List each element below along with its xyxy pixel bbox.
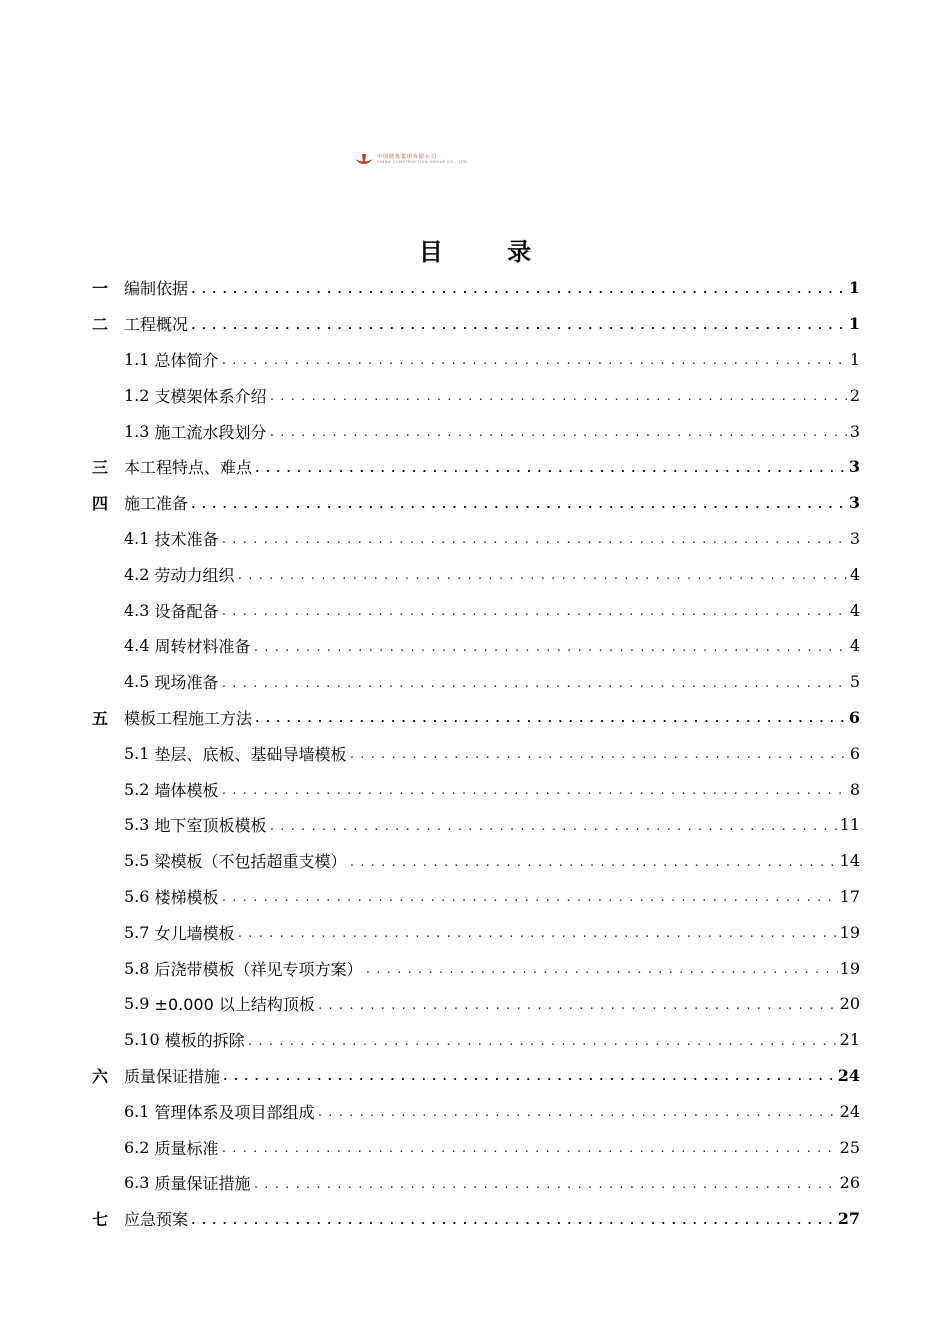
toc-entry-number: 5.9 — [124, 994, 150, 1014]
logo-text — [377, 155, 468, 165]
toc-entry-gap — [108, 314, 124, 333]
toc-entry-label: 质量保证措施 — [124, 1066, 221, 1086]
toc-entry-label: 编制依据 — [124, 279, 189, 299]
toc-chapter-entry[interactable] — [92, 449, 860, 485]
toc-entry-label: 施工准备 — [124, 494, 189, 514]
toc-entry-page: 3 — [848, 457, 860, 477]
toc-entry-number: 1.3 — [124, 421, 150, 441]
toc-entry-page: 14 — [839, 851, 860, 871]
toc-section-entry[interactable] — [92, 377, 860, 413]
toc-entry-page: 4 — [849, 564, 860, 584]
toc-entry-label: 墙体模板 — [154, 780, 219, 800]
toc-entry-page: 27 — [837, 1209, 860, 1229]
toc-entry-label: 周转材料准备 — [154, 637, 251, 657]
toc-dot-leader — [237, 914, 838, 950]
toc-dot-leader — [253, 628, 848, 664]
toc-entry-gap — [108, 708, 124, 727]
toc-entry-page: 1 — [848, 278, 860, 298]
toc-chapter-entry[interactable] — [92, 485, 860, 521]
toc-entry-label: 施工流水段划分 — [154, 422, 267, 442]
toc-entry-number: 4.2 — [124, 564, 150, 584]
toc-entry-label: 质量标准 — [154, 1138, 219, 1158]
toc-dot-leader — [247, 1022, 838, 1058]
toc-entry-page: 3 — [849, 421, 860, 441]
toc-dot-leader — [349, 735, 848, 771]
toc-dot-leader — [221, 521, 848, 557]
toc-entry-number: 三 — [92, 458, 109, 478]
toc-dot-leader — [190, 270, 847, 306]
toc-entry-number: 5.2 — [124, 779, 150, 799]
toc-dot-leader — [269, 377, 848, 413]
toc-dot-leader — [221, 342, 848, 378]
toc-entry-page: 26 — [839, 1173, 860, 1193]
toc-entry-label: 后浇带模板（祥见专项方案） — [154, 959, 363, 979]
toc-entry-page: 25 — [839, 1137, 860, 1157]
toc-entry-number: 6.3 — [124, 1173, 150, 1193]
table-of-contents — [92, 270, 860, 1237]
toc-dot-leader — [317, 1093, 838, 1129]
toc-entry-number: 5.7 — [124, 922, 150, 942]
toc-entry-label: 模板工程施工方法 — [124, 708, 253, 728]
toc-entry-label: 本工程特点、难点 — [124, 458, 253, 478]
toc-entry-label: 工程概况 — [124, 315, 189, 335]
toc-entry-label: 现场准备 — [154, 673, 219, 693]
toc-dot-leader — [269, 807, 838, 843]
toc-entry-number: 一 — [92, 279, 109, 299]
toc-entry-number: 4.5 — [124, 672, 150, 692]
toc-dot-leader — [190, 1201, 836, 1237]
toc-section-entry[interactable] — [92, 1129, 860, 1165]
toc-entry-label: 地下室顶板模板 — [154, 816, 267, 836]
toc-entry-label: 支模架体系介绍 — [154, 386, 267, 406]
toc-entry-number: 1.2 — [124, 385, 150, 405]
toc-entry-number: 五 — [92, 708, 109, 728]
toc-dot-leader — [221, 592, 848, 628]
toc-section-entry[interactable] — [92, 950, 860, 986]
toc-entry-gap — [108, 457, 124, 476]
toc-dot-leader — [221, 664, 848, 700]
toc-entry-page: 24 — [837, 1065, 860, 1085]
toc-section-entry[interactable] — [92, 1093, 860, 1129]
toc-dot-leader — [254, 700, 847, 736]
toc-entry-gap — [108, 1209, 124, 1228]
logo-name-cn: 中国建筑集团有限公司 — [377, 154, 438, 161]
toc-entry-page: 19 — [839, 958, 860, 978]
toc-entry-label: 模板的拆除 — [164, 1031, 245, 1051]
toc-dot-leader — [237, 556, 848, 592]
toc-chapter-entry[interactable] — [92, 306, 860, 342]
toc-entry-page: 3 — [848, 493, 860, 513]
toc-chapter-entry[interactable] — [92, 270, 860, 306]
toc-section-entry[interactable] — [92, 879, 860, 915]
toc-section-entry[interactable] — [92, 771, 860, 807]
toc-entry-label: 梁模板（不包括超重支模） — [154, 852, 347, 872]
toc-entry-number: 4.1 — [124, 528, 150, 548]
toc-entry-label: ±0.000 以上结构顶板 — [154, 995, 315, 1015]
toc-entry-page: 20 — [839, 994, 860, 1014]
toc-entry-gap — [108, 493, 124, 512]
toc-entry-number: 4.3 — [124, 600, 150, 620]
toc-entry-number: 二 — [92, 315, 109, 335]
toc-dot-leader — [221, 879, 838, 915]
toc-section-entry[interactable] — [92, 914, 860, 950]
toc-entry-number: 5.10 — [124, 1030, 160, 1050]
toc-entry-label: 女儿墙模板 — [154, 923, 235, 943]
toc-dot-leader — [253, 1165, 838, 1201]
toc-entry-label: 劳动力组织 — [154, 565, 235, 585]
logo-mark-icon — [354, 153, 374, 167]
toc-entry-label: 质量保证措施 — [154, 1174, 251, 1194]
toc-entry-page: 19 — [839, 922, 860, 942]
toc-entry-page: 4 — [849, 636, 860, 656]
toc-dot-leader — [190, 485, 847, 521]
toc-entry-number: 四 — [92, 494, 109, 514]
toc-entry-label: 应急预案 — [124, 1210, 189, 1230]
toc-entry-number: 六 — [92, 1066, 109, 1086]
toc-entry-gap — [108, 1066, 124, 1085]
toc-entry-number: 1.1 — [124, 349, 150, 369]
toc-entry-page: 1 — [849, 349, 860, 369]
toc-entry-page: 2 — [849, 385, 860, 405]
toc-entry-number: 5.8 — [124, 958, 150, 978]
toc-chapter-entry[interactable] — [92, 700, 860, 736]
company-logo — [354, 152, 489, 168]
toc-section-entry[interactable] — [92, 592, 860, 628]
toc-entry-number: 5.1 — [124, 743, 150, 763]
toc-section-entry[interactable] — [92, 843, 860, 879]
toc-section-entry[interactable] — [92, 342, 860, 378]
toc-entry-number: 5.5 — [124, 851, 150, 871]
toc-entry-label: 管理体系及项目部组成 — [154, 1102, 315, 1122]
toc-dot-leader — [349, 843, 838, 879]
toc-section-entry[interactable] — [92, 807, 860, 843]
toc-entry-number: 6.1 — [124, 1101, 150, 1121]
toc-entry-label: 总体简介 — [154, 350, 219, 370]
toc-dot-leader — [221, 1129, 838, 1165]
toc-chapter-entry[interactable] — [92, 1201, 860, 1237]
toc-entry-page: 21 — [839, 1030, 860, 1050]
toc-entry-page: 8 — [849, 779, 860, 799]
toc-entry-page: 17 — [839, 886, 860, 906]
toc-section-entry[interactable] — [92, 1165, 860, 1201]
toc-chapter-entry[interactable] — [92, 1058, 860, 1094]
toc-entry-number: 4.4 — [124, 636, 150, 656]
toc-section-entry[interactable] — [92, 628, 860, 664]
toc-entry-page: 11 — [839, 815, 860, 835]
toc-section-entry[interactable] — [92, 556, 860, 592]
toc-entry-number: 5.6 — [124, 886, 150, 906]
toc-entry-page: 24 — [839, 1101, 860, 1121]
toc-section-entry[interactable] — [92, 413, 860, 449]
toc-section-entry[interactable] — [92, 735, 860, 771]
toc-entry-label: 技术准备 — [154, 529, 219, 549]
toc-entry-label: 楼梯模板 — [154, 887, 219, 907]
toc-entry-page: 6 — [848, 707, 860, 727]
toc-dot-leader — [221, 771, 848, 807]
toc-dot-leader — [254, 449, 847, 485]
toc-entry-page: 3 — [849, 528, 860, 548]
toc-section-entry[interactable] — [92, 521, 860, 557]
toc-entry-number: 5.3 — [124, 815, 150, 835]
toc-section-entry[interactable] — [92, 664, 860, 700]
toc-dot-leader — [269, 413, 848, 449]
toc-entry-number: 6.2 — [124, 1137, 150, 1157]
toc-dot-leader — [365, 950, 838, 986]
toc-entry-page: 6 — [849, 743, 860, 763]
toc-section-entry[interactable] — [92, 1022, 860, 1058]
toc-entry-label: 设备配备 — [154, 601, 219, 621]
toc-dot-leader — [190, 306, 847, 342]
toc-dot-leader — [222, 1058, 836, 1094]
toc-entry-label: 垫层、底板、基础导墙模板 — [154, 744, 347, 764]
logo-name-en: CHINA CONSTRUCTION GROUP CO., LTD. — [377, 160, 469, 165]
toc-entry-number: 七 — [92, 1210, 109, 1230]
toc-section-entry[interactable] — [92, 986, 860, 1022]
toc-entry-gap — [108, 278, 124, 297]
toc-dot-leader — [317, 986, 838, 1022]
toc-title: 目 录 — [418, 238, 560, 266]
toc-entry-page: 4 — [849, 600, 860, 620]
toc-entry-page: 1 — [848, 314, 860, 334]
toc-entry-page: 5 — [849, 672, 860, 692]
